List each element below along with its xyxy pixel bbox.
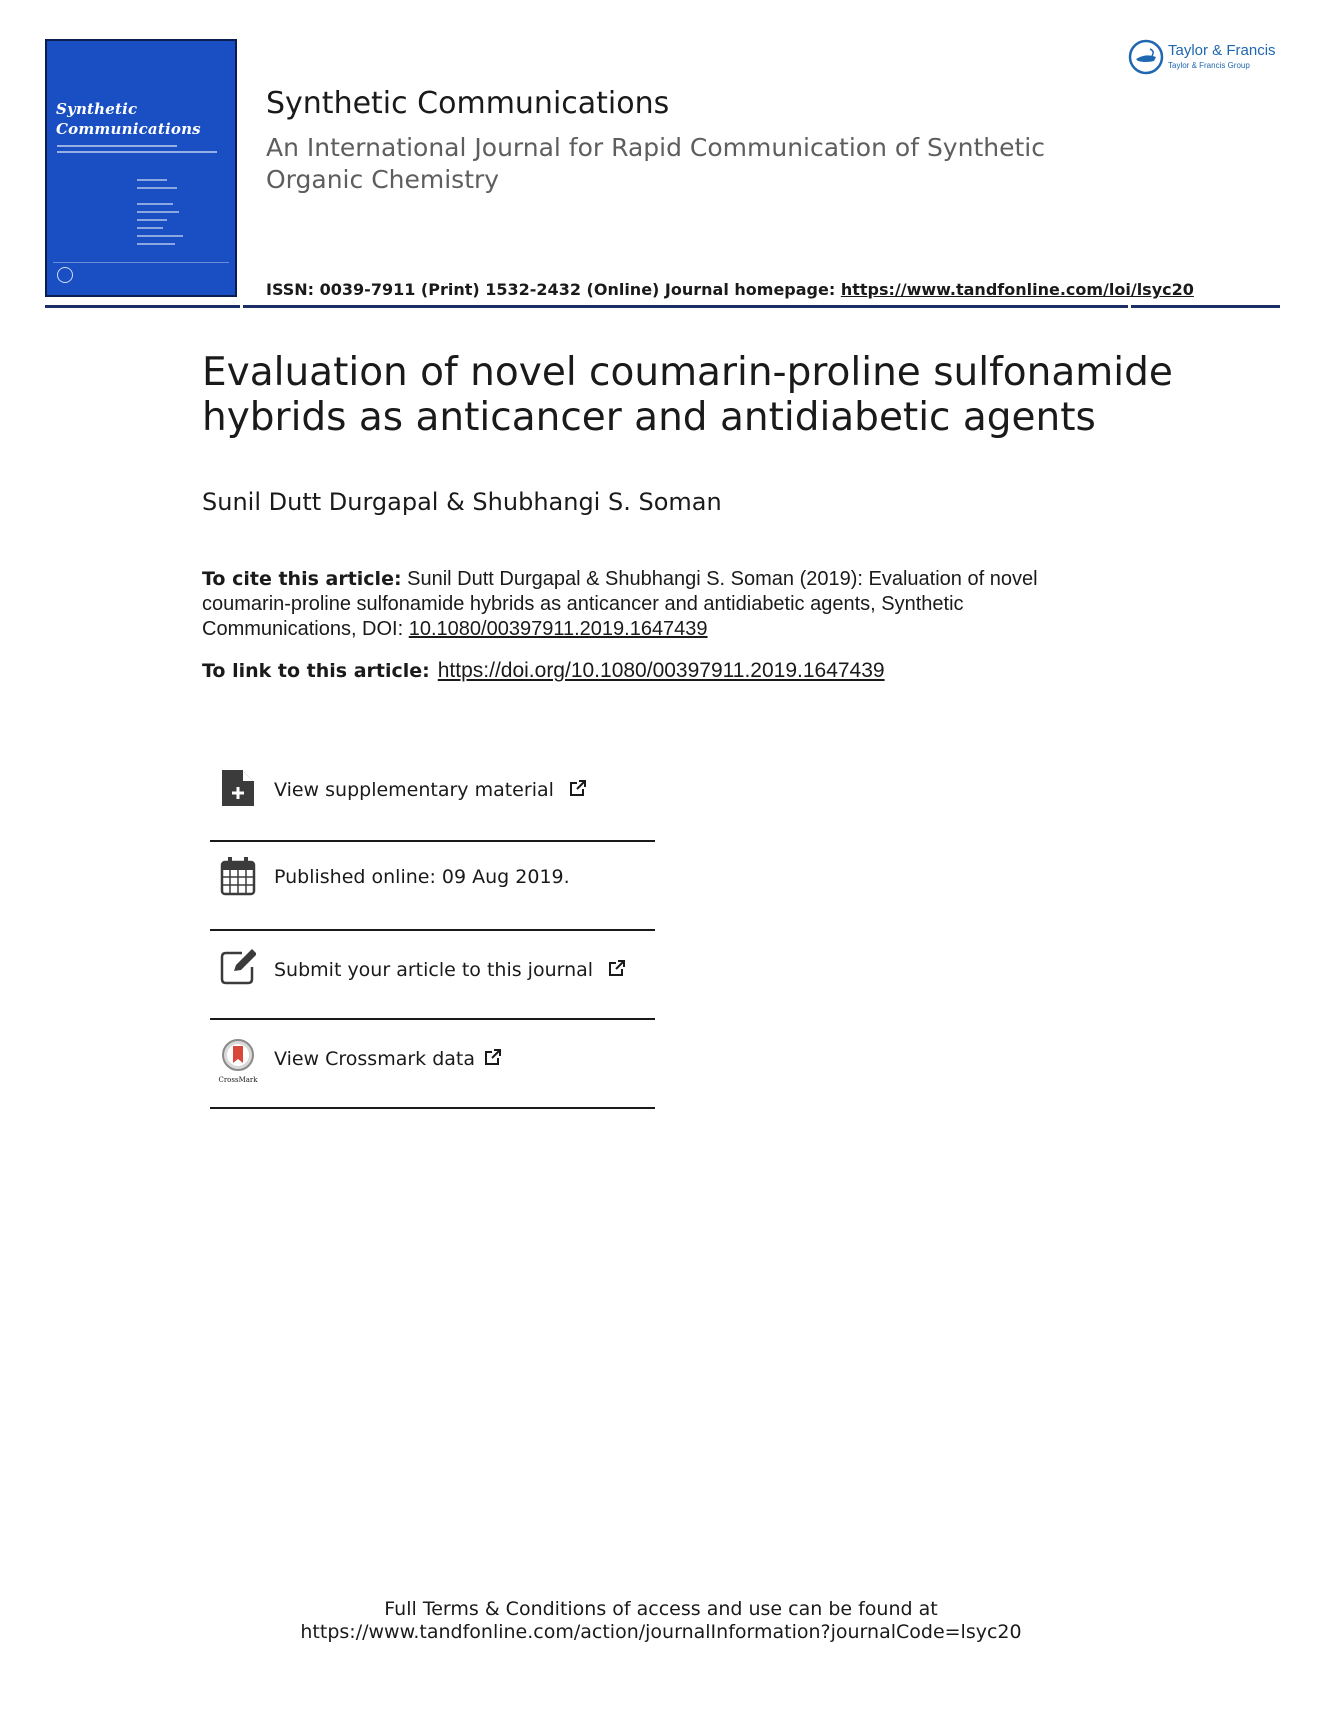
edit-icon: [220, 945, 256, 985]
citation-block: [202, 567, 1102, 642]
cover-decor-line: [137, 211, 179, 213]
journal-subtitle: An International Journal for Rapid Communication of Synthetic Organic Chemistry: [266, 133, 1045, 194]
cite-label: To cite this article:: [202, 568, 402, 590]
issn-line: [266, 280, 1194, 299]
published-online-label: Published online: 09 Aug 2019.: [274, 866, 570, 888]
publisher-name: Taylor & Francis: [1168, 42, 1276, 59]
published-online-item: [210, 842, 655, 931]
supplementary-material-item[interactable]: [210, 745, 655, 842]
article-authors: Sunil Dutt Durgapal & Shubhangi S. Soman: [202, 488, 722, 516]
publisher-logo[interactable]: [1128, 38, 1298, 78]
terms-footer-line-1: Full Terms & Conditions of access and use can be found at: [384, 1598, 938, 1620]
submit-article-item[interactable]: [210, 931, 655, 1020]
file-plus-icon: [220, 768, 256, 808]
cover-decor-line: [137, 203, 173, 205]
link-label: To link to this article:: [202, 660, 430, 682]
external-link-icon: [607, 958, 627, 978]
crossmark-caption: CrossMark: [218, 1076, 258, 1084]
external-link-icon: [483, 1047, 503, 1067]
cover-publisher-logo-icon: [57, 267, 73, 283]
crossmark-badge-icon: [220, 1038, 256, 1072]
crossmark-icon: [220, 1038, 256, 1082]
article-title: Evaluation of novel coumarin-proline sulfonamide hybrids as anticancer and antidiabetic agents: [202, 350, 1173, 440]
supplementary-material-label: [274, 778, 588, 801]
cover-decor-line: [137, 235, 183, 237]
header-divider-gap: [240, 305, 243, 308]
header-divider: [45, 305, 1280, 308]
crossmark-label: [274, 1047, 503, 1070]
cover-decor-line: [137, 179, 167, 181]
submit-article-label: [274, 958, 627, 981]
doi-link[interactable]: 10.1080/00397911.2019.1647439: [408, 618, 708, 640]
cover-title-line-2: Communications: [56, 120, 201, 138]
terms-footer: [0, 1598, 1322, 1644]
terms-footer-url[interactable]: https://www.tandfonline.com/action/journalInformation?journalCode=lsyc20: [300, 1621, 1022, 1643]
taylor-francis-lamp-icon: [1128, 39, 1164, 75]
article-doi-url-link[interactable]: https://doi.org/10.1080/00397911.2019.1647439: [437, 659, 885, 682]
submit-article-text: Submit your article to this journal: [274, 959, 594, 981]
cover-decor-line: [137, 219, 167, 221]
cover-title-line-1: Synthetic: [56, 100, 138, 118]
article-link-line: [202, 659, 885, 683]
issn-text: ISSN: 0039-7911 (Print) 1532-2432 (Online) Journal homepage:: [266, 280, 841, 299]
calendar-icon: [220, 856, 256, 896]
cover-decor-line: [57, 145, 177, 147]
cite-text: Sunil Dutt Durgapal & Shubhangi S. Soman (2019): Evaluation of novel coumarin-proline sulfonamide hybrids as anticancer and antidiabetic agents, Synthetic Communications, DOI:: [202, 568, 1038, 640]
external-link-icon: [568, 778, 588, 798]
crossmark-item[interactable]: [210, 1020, 655, 1109]
article-actions-list: [210, 745, 655, 1109]
cover-title: [56, 99, 201, 139]
header-divider-gap: [1128, 305, 1131, 308]
cover-decor-line: [137, 187, 177, 189]
cover-decor-line: [57, 151, 217, 153]
journal-cover-image: [45, 39, 237, 297]
cover-footer: [53, 262, 229, 289]
supplementary-material-text: View supplementary material: [274, 779, 554, 801]
journal-title: Synthetic Communications: [266, 86, 670, 121]
cover-decor-line: [137, 227, 163, 229]
publisher-group: Taylor & Francis Group: [1168, 61, 1250, 70]
journal-homepage-link[interactable]: https://www.tandfonline.com/loi/lsyc20: [840, 280, 1194, 299]
cover-decor-line: [137, 243, 175, 245]
crossmark-text: View Crossmark data: [274, 1048, 476, 1070]
